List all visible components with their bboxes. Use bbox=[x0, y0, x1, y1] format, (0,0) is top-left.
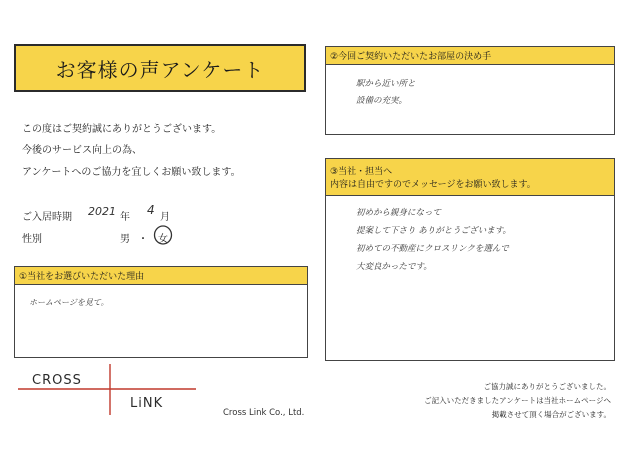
message-heading bbox=[326, 159, 614, 196]
move-in-label: ご入居時期 bbox=[22, 212, 72, 223]
reason-panel bbox=[14, 266, 308, 358]
intro-line-3: アンケートへのご協力を宜しくお願い致します。 bbox=[22, 167, 241, 178]
message-answer-line-4: 大変良かったです。 bbox=[356, 262, 432, 272]
intro-line-2: 今後のサービス向上の為、 bbox=[22, 145, 142, 156]
gender-female-option[interactable] bbox=[152, 224, 174, 246]
reason-answer-area[interactable] bbox=[15, 285, 307, 357]
footer-notice-2: 掲載させて頂く場合がございます。 bbox=[491, 410, 611, 419]
gender-female: 女 bbox=[158, 234, 168, 245]
survey-title bbox=[14, 44, 306, 92]
year-unit: 年 bbox=[120, 212, 130, 223]
deciding-factor-answer-area[interactable] bbox=[326, 65, 614, 134]
deciding-factor-answer-line-2: 設備の充実。 bbox=[356, 96, 408, 106]
reason-heading bbox=[15, 267, 307, 285]
footer-thanks: ご協力誠にありがとうございました。 bbox=[483, 382, 611, 391]
logo-word-link: LiNK bbox=[130, 396, 164, 411]
month-unit: 月 bbox=[160, 212, 170, 223]
message-heading-line-1: ③当社・担当へ bbox=[330, 167, 393, 177]
deciding-factor-heading bbox=[326, 47, 614, 65]
message-answer-line-2: 提案して下さり ありがとうございます。 bbox=[356, 226, 512, 236]
gender-label: 性別 bbox=[22, 234, 42, 245]
message-answer-area[interactable] bbox=[326, 196, 614, 360]
deciding-factor-answer-line-1: 駅から近い所と bbox=[356, 79, 416, 89]
message-answer-line-1: 初めから親身になって bbox=[356, 208, 442, 218]
move-in-year: 2021 bbox=[88, 205, 116, 218]
footer-notice-1: ご記入いただきましたアンケートは当社ホームページへ bbox=[424, 396, 611, 405]
survey-title-text: お客様の声アンケート bbox=[55, 57, 265, 82]
deciding-factor-heading-text: ②今回ご契約いただいたお部屋の決め手 bbox=[330, 52, 492, 62]
deciding-factor-panel bbox=[325, 46, 615, 135]
logo-cross-lines bbox=[18, 364, 198, 416]
gender-separator: ・ bbox=[138, 234, 148, 245]
move-in-month: 4 bbox=[147, 203, 155, 217]
reason-heading-text: ①当社をお選びいただいた理由 bbox=[19, 272, 145, 282]
logo-word-cross: CROSS bbox=[32, 373, 82, 388]
company-name: Cross Link Co., Ltd. bbox=[223, 408, 305, 418]
reason-answer: ホームページを見て。 bbox=[29, 298, 109, 307]
message-heading-line-2: 内容は自由ですのでメッセージをお願い致します。 bbox=[330, 180, 536, 190]
gender-male[interactable]: 男 bbox=[120, 234, 130, 245]
message-answer-line-3: 初めての不動産にクロスリンクを選んで bbox=[356, 244, 509, 254]
intro-line-1: この度はご契約誠にありがとうございます。 bbox=[22, 124, 222, 135]
message-panel bbox=[325, 158, 615, 361]
